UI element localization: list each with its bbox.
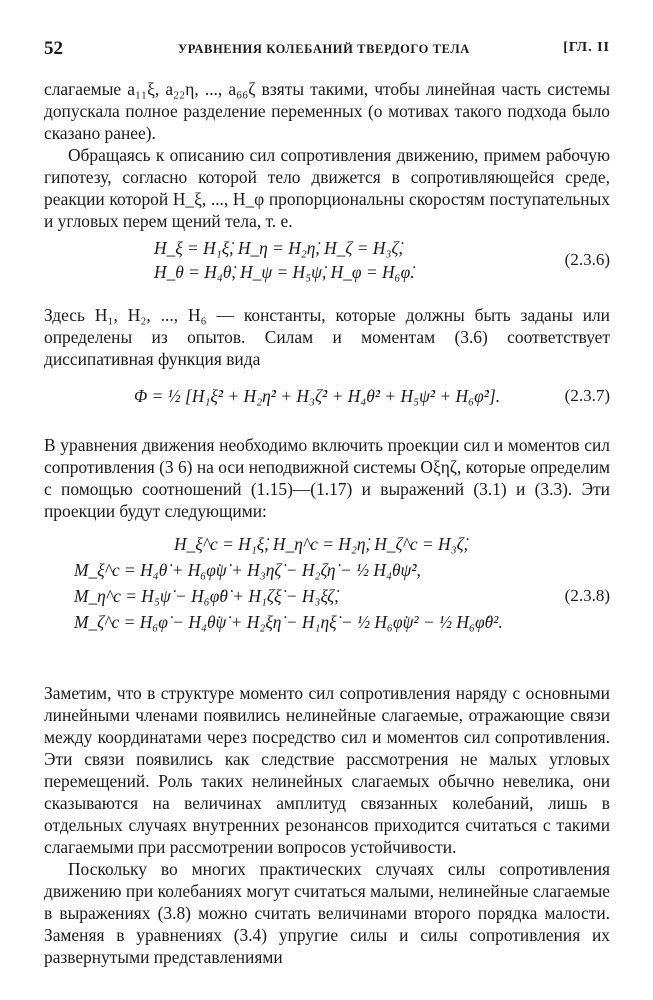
chapter-label: [ГЛ. II [563,40,610,55]
equation-number-2-3-8: (2.3.8) [564,586,610,605]
page-number: 52 [44,38,63,59]
equation-2-3-8-row-2: M_ξ^c = H₄θ̇ + H₆φ̇ψ̇ + H₃ηζ̇ − H₂ζη̇ − ½ H₄θψ̇², [74,560,421,580]
page-header [44,38,610,62]
paragraph-2: Обращаясь к описанию сил сопротивления движению, примем рабочую гипотезу, согласно которой тело движется в сопротивляющейся среде, реакции которой H_ξ, ..., H_φ пропорциональны скоростям поступательных и угловых перем щений тела, т. е. [44,145,610,231]
paragraph-4: В уравнения движения необходимо включить проекции сил и моментов сил сопротивления (3 6) на оси неподвижной системы Oξηζ, которые определим с помощью соотношений (1.15)—(1.17) и выражений (3.1) и (3.3). Эти проекции будут следующими: [44,435,610,521]
paragraph-3: Здесь H₁, H₂, ..., H₆ — константы, которые должны быть заданы или определены из опытов. Силам и моментам (3.6) соответствует диссипативная функция вида [44,305,610,369]
equation-2-3-8-row-4: M_ζ^c = H₆φ̇ − H₄θ̇ψ̇ + H₂ξη̇ − H₁ηξ̇ − ½ H₆φ̇ψ² − ½ H₆φ̇θ². [74,612,503,632]
equation-2-3-6-row-2: H_θ = H₄θ̇, H_ψ = H₅ψ̇, H_φ = H₆φ̇. [154,262,415,282]
paragraph-1: слагаемые a₁₁ξ, a₂₂η, ..., a₆₆ζ взяты такими, чтобы линейная часть системы допускала полное разделение переменных (о мотивах такого подхода было сказано ранее). [44,79,610,143]
book-page [44,38,610,968]
equation-2-3-8 [44,522,610,648]
equation-2-3-6-row-1: H_ξ = H₁ξ̇, H_η = H₂η̇, H_ζ = H₃ζ̇, [154,238,403,258]
paragraph-6: Поскольку во многих практических случаях силы сопротивления движению при колебаниях могут считаться малыми, нелинейные слагаемые в выражениях (3.8) можно считать величинами второго порядка малости. Заменяя в уравнениях (3.4) упругие силы и силы сопротивления их развернутыми представлениями [44,859,610,967]
equation-2-3-7 [44,370,610,422]
paragraph-5: Заметим, что в структуре моменто сил сопротивления наряду с основными линейными членами появились нелинейные слагаемые, отражающие связи между координатами через посредство сил и моментов сил сопротивления. Эти связи появились как следствие рассмотрения не малых угловых перемещений. Роль таких нелинейных слагаемых обычно невелика, они сказываются на величинах амплитуд связанных колебаний, лишь в отдельных случаях внутренних резонансов приходится считаться с такими слагаемыми при рассмотрении вопросов устойчивости. [44,683,610,857]
equation-number-2-3-6: (2.3.6) [564,250,610,269]
equation-2-3-7-formula: Φ = ½ [H₁ξ̇² + H₂η̇² + H₃ζ̇² + H₄θ̇² + H₅ψ̇² + H₆φ̇²]. [134,386,501,406]
running-title: УРАВНЕНИЯ КОЛЕБАНИЙ ТВЕРДОГО ТЕЛА [178,42,470,56]
equation-2-3-6 [44,232,610,290]
equation-2-3-8-row-3: M_η^c = H₅ψ̇ − H₆φ̇θ̇ + H₁ζξ̇ − H₃ξζ̇, [74,586,339,606]
equation-2-3-8-row-1: H_ξ^c = H₁ξ̇, H_η^c = H₂η̇, H_ζ^c = H₃ζ̇, [174,534,469,554]
equation-number-2-3-7: (2.3.7) [564,386,610,405]
